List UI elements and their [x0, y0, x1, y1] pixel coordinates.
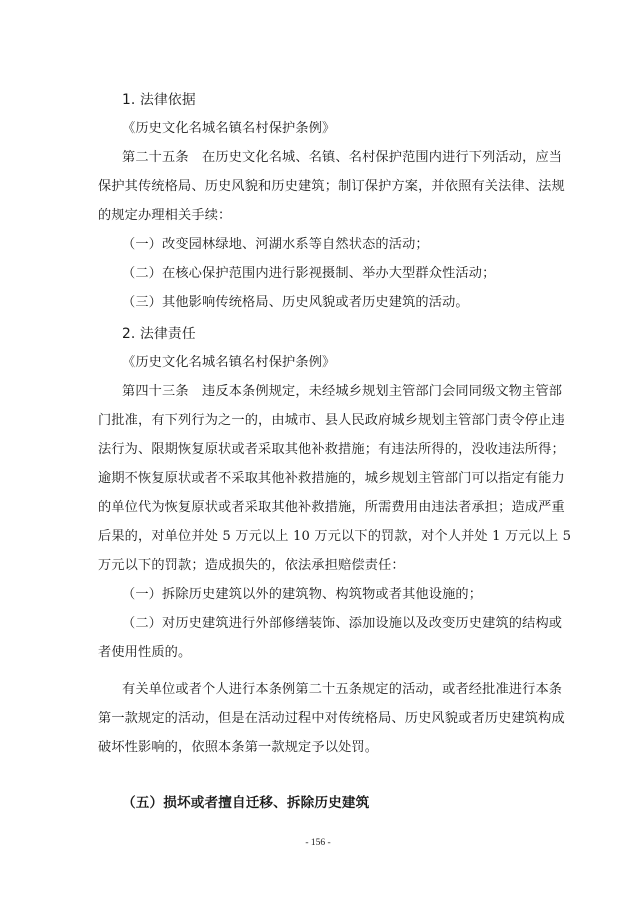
- article-43-line-4: 逾期不恢复原状或者不采取其他补救措施的，城乡规划主管部门可以指定有能力: [98, 471, 565, 486]
- page-number: - 156 -: [305, 838, 331, 848]
- article-25-line-1: 第二十五条 在历史文化名城、名镇、名村保护范围内进行下列活动，应当: [122, 150, 563, 165]
- law-name-1: 《历史文化名城名镇名村保护条例》: [122, 121, 336, 136]
- closing-line-3: 破坏性影响的，依照本条第一款规定予以处罚。: [98, 740, 379, 755]
- article-25-line-3: 的规定办理相关手续：: [98, 208, 232, 223]
- section-title: （五）损坏或者擅自迁移、拆除历史建筑: [122, 795, 370, 811]
- article-25-item-2: （二）在核心保护范围内进行影视摄制、举办大型群众性活动；: [122, 266, 496, 281]
- closing-line-2: 第一款规定的活动，但是在活动过程中对传统格局、历史风貌或者历史建筑构成: [98, 711, 565, 726]
- article-43-item-2-line-2: 者使用性质的。: [98, 645, 192, 660]
- article-43-line-6: 后果的，对单位并处 5 万元以上 10 万元以下的罚款，对个人并处 1 万元以上 5: [98, 529, 572, 544]
- article-43-line-7: 万元以下的罚款；造成损失的，依法承担赔偿责任：: [98, 558, 405, 573]
- article-43-item-2-line-1: （二）对历史建筑进行外部修缮装饰、添加设施以及改变历史建筑的结构或: [122, 616, 563, 631]
- article-43-item-1: （一）拆除历史建筑以外的建筑物、构筑物或者其他设施的；: [122, 587, 483, 602]
- article-43-line-2: 门批准，有下列行为之一的，由城市、县人民政府城乡规划主管部门责令停止违: [98, 413, 565, 428]
- heading-legal-liability: 2. 法律责任: [122, 326, 196, 342]
- article-43-line-5: 的单位代为恢复原状或者采取其他补救措施，所需费用由违法者承担；造成严重: [98, 500, 565, 515]
- article-43-line-1: 第四十三条 违反本条例规定，未经城乡规划主管部门会同同级文物主管部: [122, 384, 563, 399]
- article-25-line-2: 保护其传统格局、历史风貌和历史建筑；制订保护方案，并依照有关法律、法规: [98, 179, 565, 194]
- article-43-line-3: 法行为、限期恢复原状或者采取其他补救措施；有违法所得的，没收违法所得；: [98, 442, 565, 457]
- closing-line-1: 有关单位或者个人进行本条例第二十五条规定的活动，或者经批准进行本条: [122, 682, 563, 697]
- law-name-2: 《历史文化名城名镇名村保护条例》: [122, 355, 336, 370]
- article-25-item-1: （一）改变园林绿地、河湖水系等自然状态的活动；: [122, 237, 429, 252]
- article-25-item-3: （三）其他影响传统格局、历史风貌或者历史建筑的活动。: [122, 295, 469, 310]
- heading-legal-basis: 1. 法律依据: [122, 92, 196, 108]
